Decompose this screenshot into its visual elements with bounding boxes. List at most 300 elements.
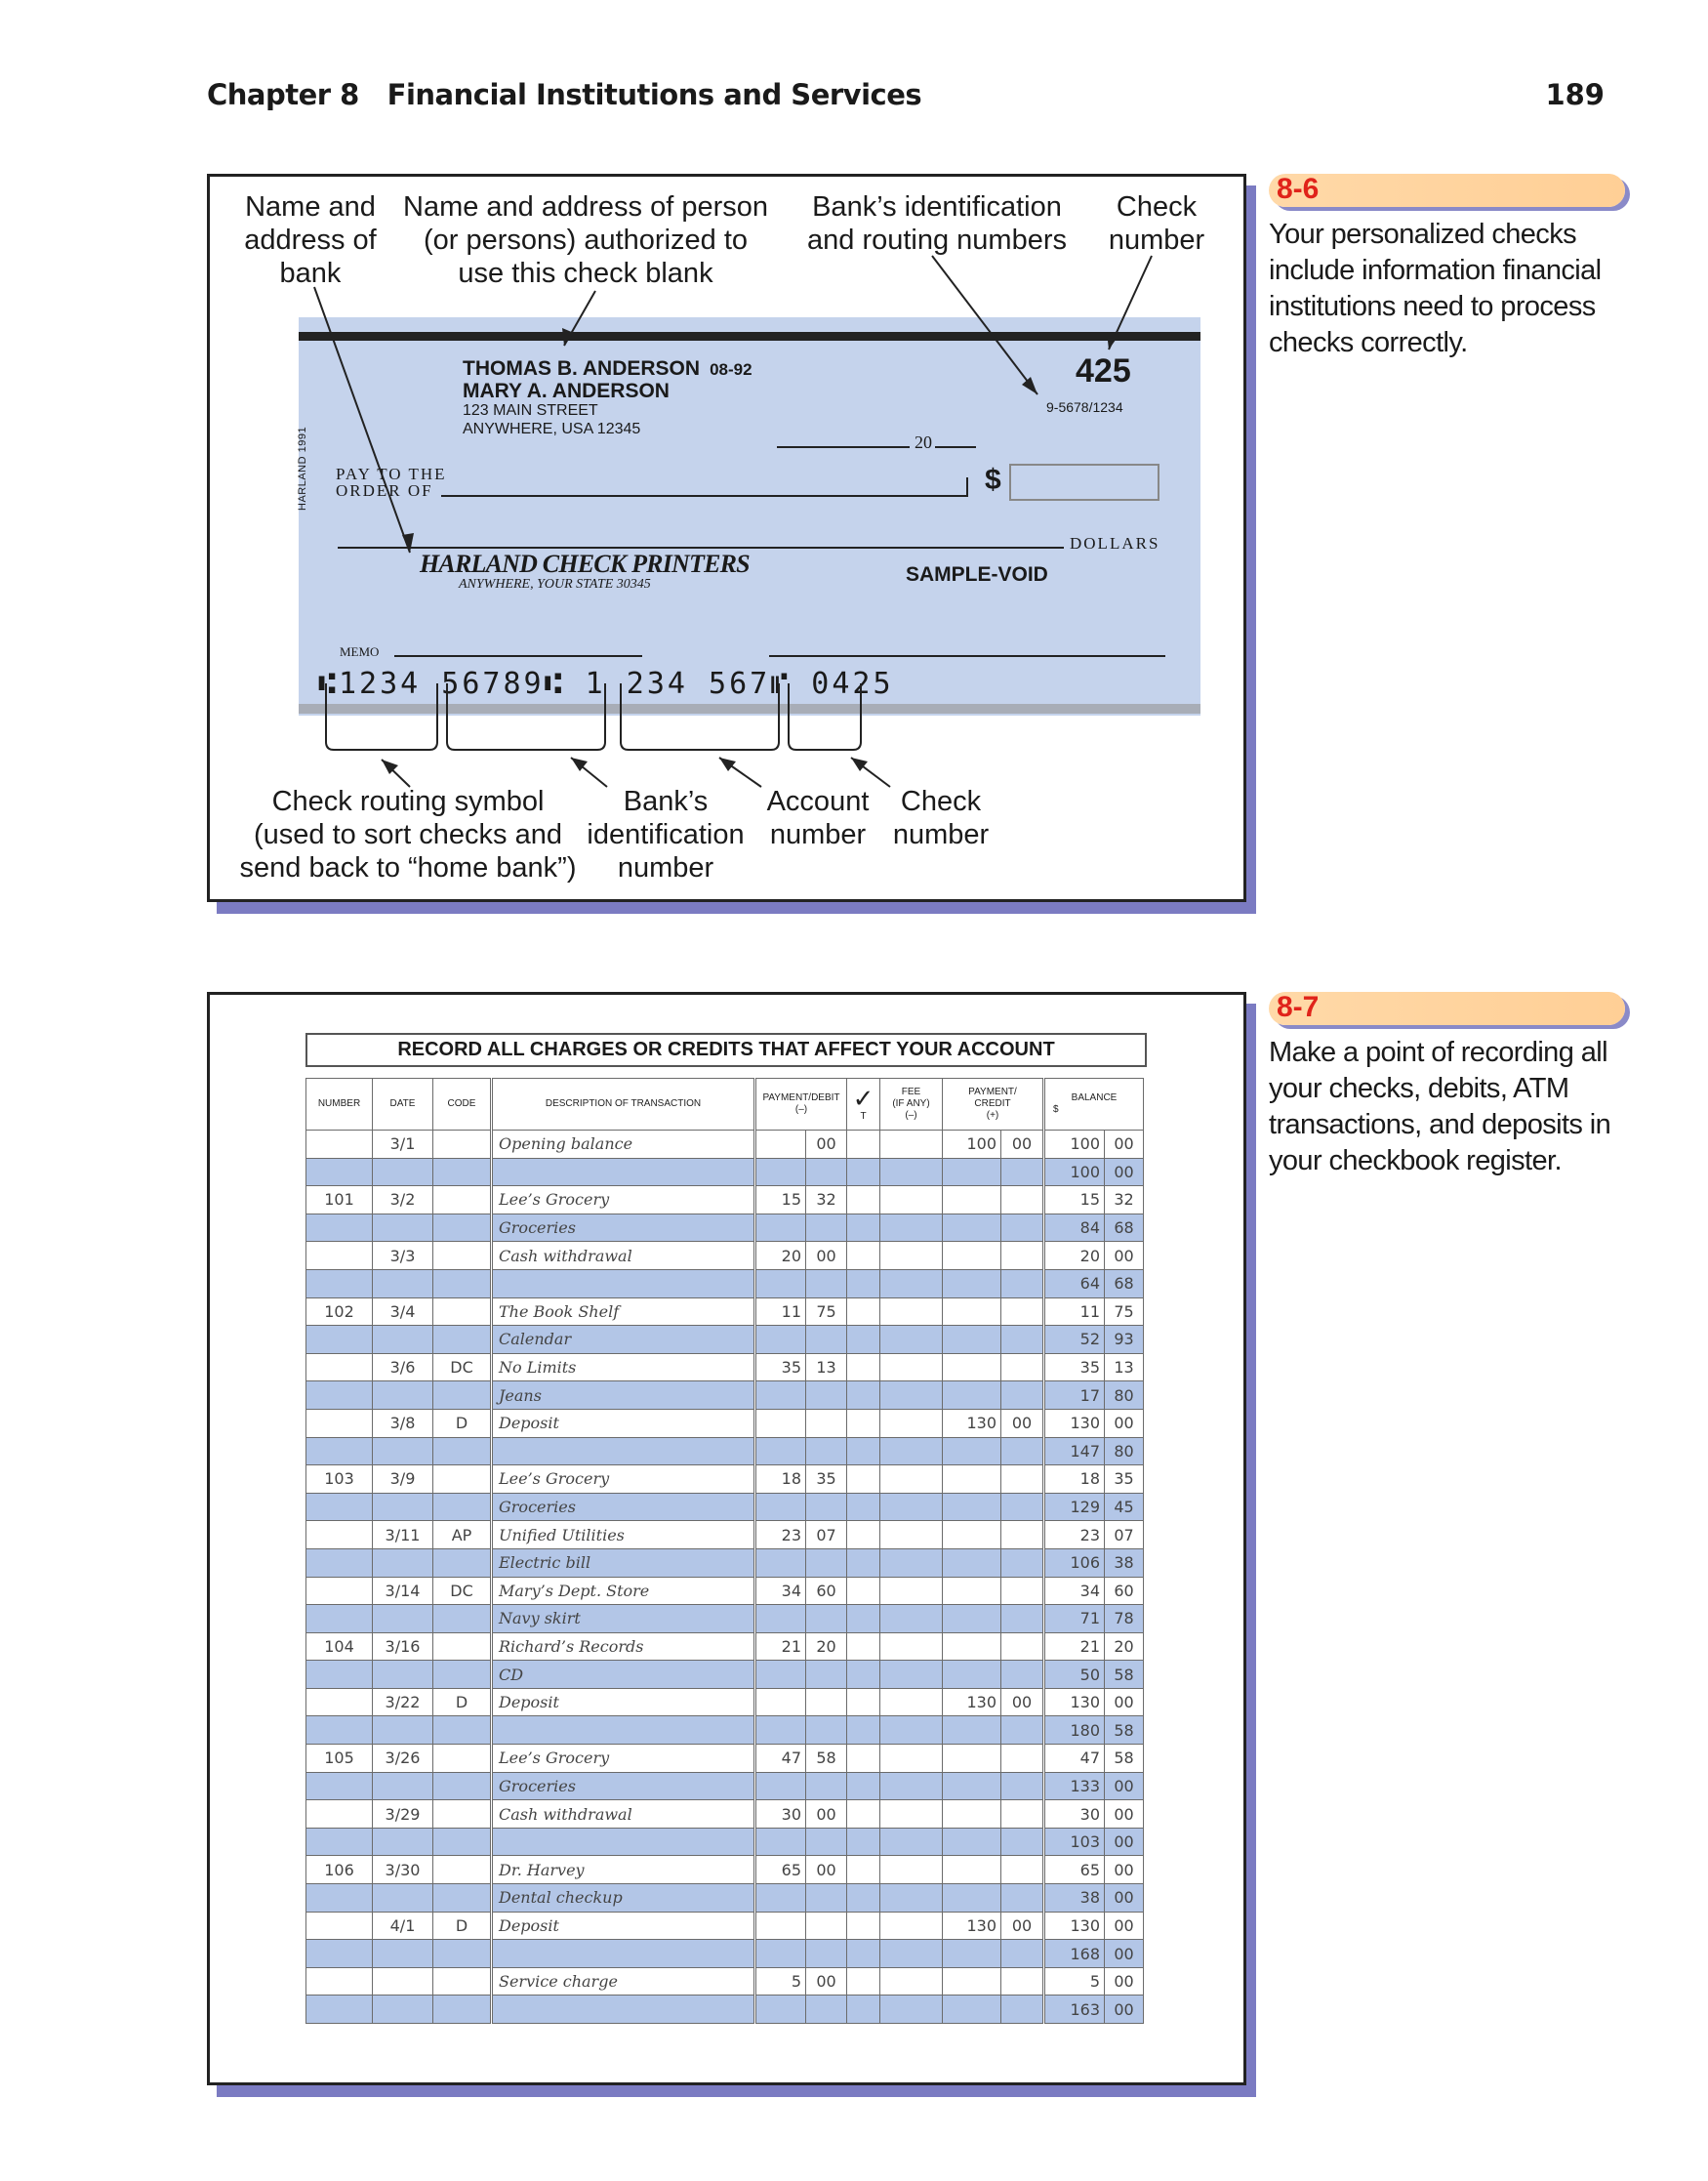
register-debit-dollars-cell: 18 bbox=[755, 1465, 806, 1494]
printer-name: HARLAND CHECK PRINTERS bbox=[420, 550, 750, 578]
register-fee-cell bbox=[880, 1158, 943, 1186]
register-balance-cents-cell: 00 bbox=[1105, 1131, 1144, 1159]
register-code-cell bbox=[433, 1465, 492, 1494]
register-code-cell bbox=[433, 1269, 492, 1297]
register-debit-dollars-cell bbox=[755, 1269, 806, 1297]
register-balance-dollars-cell: 20 bbox=[1044, 1242, 1105, 1270]
register-code-cell: DC bbox=[433, 1577, 492, 1605]
register-fee-cell bbox=[880, 1269, 943, 1297]
register-debit-cents-cell: 00 bbox=[806, 1967, 847, 1996]
register-check-cell bbox=[847, 1381, 880, 1410]
register-credit-cents-cell bbox=[1001, 1242, 1044, 1270]
register-code-cell bbox=[433, 1493, 492, 1521]
bracket-routing-symbol bbox=[326, 683, 437, 750]
register-check-cell bbox=[847, 1131, 880, 1159]
register-credit-dollars-cell bbox=[943, 1605, 1001, 1633]
register-credit-dollars-cell: 130 bbox=[943, 1912, 1001, 1940]
register-debit-cents-cell bbox=[806, 1381, 847, 1410]
register-check-cell bbox=[847, 1996, 880, 2024]
register-description-cell bbox=[492, 1269, 755, 1297]
register-debit-dollars-cell bbox=[755, 1716, 806, 1745]
register-debit-dollars-cell bbox=[755, 1912, 806, 1940]
register-code-cell bbox=[433, 1381, 492, 1410]
register-fee-cell bbox=[880, 1465, 943, 1494]
register-balance-dollars-cell: 35 bbox=[1044, 1353, 1105, 1381]
table-row bbox=[306, 1437, 1144, 1465]
register-date-cell: 3/16 bbox=[373, 1632, 433, 1661]
register-date-cell: 3/4 bbox=[373, 1297, 433, 1326]
register-balance-cents-cell: 32 bbox=[1105, 1186, 1144, 1214]
register-check-cell bbox=[847, 1745, 880, 1773]
register-date-cell: 3/8 bbox=[373, 1409, 433, 1437]
register-credit-cents-cell: 00 bbox=[1001, 1688, 1044, 1716]
col-payment-credit bbox=[943, 1079, 1044, 1131]
pay-to-line-1: PAY TO THE bbox=[336, 465, 447, 483]
register-balance-cents-cell: 00 bbox=[1105, 1967, 1144, 1996]
register-fee-cell bbox=[880, 1688, 943, 1716]
register-description-cell bbox=[492, 1940, 755, 1968]
register-date-cell: 3/22 bbox=[373, 1688, 433, 1716]
register-balance-dollars-cell: 103 bbox=[1044, 1828, 1105, 1856]
register-balance-cents-cell: 45 bbox=[1105, 1493, 1144, 1521]
bracket-account bbox=[621, 683, 779, 750]
register-check-cell bbox=[847, 1548, 880, 1577]
register-date-cell bbox=[373, 1772, 433, 1800]
register-debit-dollars-cell: 65 bbox=[755, 1856, 806, 1884]
register-credit-cents-cell: 00 bbox=[1001, 1131, 1044, 1159]
register-number-cell bbox=[306, 1967, 373, 1996]
table-row bbox=[306, 1800, 1144, 1829]
register-description-cell: Cash withdrawal bbox=[492, 1800, 755, 1829]
register-number-cell bbox=[306, 1548, 373, 1577]
register-number-cell bbox=[306, 1381, 373, 1410]
register-debit-dollars-cell bbox=[755, 1940, 806, 1968]
register-credit-dollars-cell bbox=[943, 1269, 1001, 1297]
register-number-cell bbox=[306, 1214, 373, 1242]
register-balance-cents-cell: 78 bbox=[1105, 1605, 1144, 1633]
register-balance-dollars-cell: 147 bbox=[1044, 1437, 1105, 1465]
register-date-cell bbox=[373, 1437, 433, 1465]
register-debit-cents-cell bbox=[806, 1772, 847, 1800]
register-fee-cell bbox=[880, 1381, 943, 1410]
register-fee-cell bbox=[880, 1632, 943, 1661]
register-balance-cents-cell: 60 bbox=[1105, 1577, 1144, 1605]
register-number-cell bbox=[306, 1912, 373, 1940]
register-number-cell: 101 bbox=[306, 1186, 373, 1214]
register-fee-cell bbox=[880, 1828, 943, 1856]
register-description-cell: Deposit bbox=[492, 1688, 755, 1716]
label-bank-name: Name and address of bank bbox=[244, 191, 377, 289]
register-check-cell bbox=[847, 1940, 880, 1968]
register-balance-cents-cell: 58 bbox=[1105, 1745, 1144, 1773]
register-balance-cents-cell: 00 bbox=[1105, 1996, 1144, 2024]
register-date-cell: 3/29 bbox=[373, 1800, 433, 1829]
register-check-cell bbox=[847, 1437, 880, 1465]
register-credit-cents-cell bbox=[1001, 1353, 1044, 1381]
register-balance-dollars-cell: 163 bbox=[1044, 1996, 1105, 2024]
register-fee-cell bbox=[880, 1186, 943, 1214]
register-fee-cell bbox=[880, 1577, 943, 1605]
register-code-cell bbox=[433, 1214, 492, 1242]
register-credit-dollars-cell bbox=[943, 1548, 1001, 1577]
register-credit-dollars-cell bbox=[943, 1186, 1001, 1214]
register-fee-cell bbox=[880, 1912, 943, 1940]
col-payment-debit bbox=[755, 1079, 847, 1131]
note-8-6 bbox=[1269, 174, 1625, 361]
register-description-cell: Lee’s Grocery bbox=[492, 1465, 755, 1494]
register-debit-cents-cell bbox=[806, 1605, 847, 1633]
register-description-cell: Cash withdrawal bbox=[492, 1242, 755, 1270]
register-check-cell bbox=[847, 1409, 880, 1437]
col-date: DATE bbox=[373, 1079, 433, 1131]
register-debit-cents-cell: 00 bbox=[806, 1242, 847, 1270]
register-description-cell: Lee’s Grocery bbox=[492, 1745, 755, 1773]
register-number-cell bbox=[306, 1605, 373, 1633]
register-fee-cell bbox=[880, 1297, 943, 1326]
register-number-cell bbox=[306, 1409, 373, 1437]
register-balance-cents-cell: 00 bbox=[1105, 1242, 1144, 1270]
register-debit-dollars-cell bbox=[755, 1326, 806, 1354]
register-description-cell: Calendar bbox=[492, 1326, 755, 1354]
register-debit-cents-cell: 00 bbox=[806, 1856, 847, 1884]
register-fee-cell bbox=[880, 1409, 943, 1437]
table-row bbox=[306, 1242, 1144, 1270]
register-fee-cell bbox=[880, 1605, 943, 1633]
register-balance-dollars-cell: 84 bbox=[1044, 1214, 1105, 1242]
register-credit-dollars-cell bbox=[943, 1940, 1001, 1968]
register-fee-cell bbox=[880, 1437, 943, 1465]
register-number-cell bbox=[306, 1772, 373, 1800]
register-description-cell: Dental checkup bbox=[492, 1884, 755, 1913]
register-date-cell bbox=[373, 1214, 433, 1242]
owner-name-2: MARY A. ANDERSON bbox=[463, 380, 670, 402]
register-check-cell bbox=[847, 1158, 880, 1186]
register-debit-dollars-cell bbox=[755, 1158, 806, 1186]
bracket-check-number bbox=[789, 683, 861, 750]
register-check-cell bbox=[847, 1214, 880, 1242]
note-8-6-text: Your personalized checks include information financial institutions need to process checks correctly. bbox=[1269, 219, 1602, 358]
memo-label: MEMO bbox=[340, 644, 380, 659]
label-account: Account number bbox=[766, 786, 870, 850]
register-date-cell: 3/6 bbox=[373, 1353, 433, 1381]
register-date-cell: 3/26 bbox=[373, 1745, 433, 1773]
table-row bbox=[306, 1940, 1144, 1968]
register-description-cell: Jeans bbox=[492, 1381, 755, 1410]
register-credit-dollars-cell bbox=[943, 1297, 1001, 1326]
register-debit-dollars-cell bbox=[755, 1605, 806, 1633]
label-routing-symbol: Check routing symbol (used to sort checks and send back to “home bank”) bbox=[239, 786, 577, 884]
register-title: RECORD ALL CHARGES OR CREDITS THAT AFFECT YOUR ACCOUNT bbox=[305, 1033, 1147, 1067]
register-debit-cents-cell bbox=[806, 1688, 847, 1716]
register-balance-cents-cell: 00 bbox=[1105, 1856, 1144, 1884]
register-code-cell bbox=[433, 1996, 492, 2024]
table-row bbox=[306, 1856, 1144, 1884]
col-credit-label-1: PAYMENT/ bbox=[968, 1087, 1017, 1097]
check-mark-icon: ✓ bbox=[852, 1084, 874, 1113]
register-balance-dollars-cell: 129 bbox=[1044, 1493, 1105, 1521]
register-debit-dollars-cell bbox=[755, 1661, 806, 1689]
register-number-cell: 105 bbox=[306, 1745, 373, 1773]
table-row bbox=[306, 1912, 1144, 1940]
register-fee-cell bbox=[880, 1353, 943, 1381]
register-balance-cents-cell: 80 bbox=[1105, 1437, 1144, 1465]
register-credit-cents-cell bbox=[1001, 1297, 1044, 1326]
register-balance-cents-cell: 00 bbox=[1105, 1800, 1144, 1829]
register-credit-dollars-cell bbox=[943, 1661, 1001, 1689]
register-credit-cents-cell bbox=[1001, 1996, 1044, 2024]
register-balance-dollars-cell: 64 bbox=[1044, 1269, 1105, 1297]
register-code-cell: DC bbox=[433, 1353, 492, 1381]
register-code-cell bbox=[433, 1856, 492, 1884]
register-check-cell bbox=[847, 1716, 880, 1745]
arrowhead-account bbox=[719, 758, 736, 771]
micr-line: ⑆1234 56789⑆ 1 234 567⑈ 0425 bbox=[318, 667, 894, 701]
register-credit-cents-cell bbox=[1001, 1828, 1044, 1856]
register-balance-dollars-cell: 100 bbox=[1044, 1158, 1105, 1186]
register-date-cell bbox=[373, 1996, 433, 2024]
register-credit-cents-cell bbox=[1001, 1214, 1044, 1242]
register-balance-cents-cell: 00 bbox=[1105, 1158, 1144, 1186]
register-balance-cents-cell: 00 bbox=[1105, 1688, 1144, 1716]
register-code-cell: D bbox=[433, 1409, 492, 1437]
harland-side-text: HARLAND 1991 bbox=[297, 426, 308, 511]
register-fee-cell bbox=[880, 1214, 943, 1242]
register-description-cell: Deposit bbox=[492, 1912, 755, 1940]
register-debit-cents-cell bbox=[806, 1493, 847, 1521]
register-description-cell bbox=[492, 1158, 755, 1186]
register-code-cell bbox=[433, 1131, 492, 1159]
register-debit-dollars-cell bbox=[755, 1548, 806, 1577]
register-credit-cents-cell bbox=[1001, 1716, 1044, 1745]
register-date-cell bbox=[373, 1269, 433, 1297]
register-date-cell bbox=[373, 1158, 433, 1186]
note-8-7-tab bbox=[1269, 992, 1625, 1025]
register-credit-dollars-cell bbox=[943, 1521, 1001, 1549]
register-debit-cents-cell: 35 bbox=[806, 1465, 847, 1494]
register-check-cell bbox=[847, 1242, 880, 1270]
register-description-cell: Dr. Harvey bbox=[492, 1856, 755, 1884]
register-balance-dollars-cell: 130 bbox=[1044, 1912, 1105, 1940]
check-number: 425 bbox=[1076, 352, 1131, 390]
register-number-cell bbox=[306, 1131, 373, 1159]
register-code-cell bbox=[433, 1716, 492, 1745]
register-debit-dollars-cell bbox=[755, 1493, 806, 1521]
col-credit-sign: (+) bbox=[986, 1110, 999, 1121]
register-check-cell bbox=[847, 1493, 880, 1521]
register-check-cell bbox=[847, 1772, 880, 1800]
register-date-cell bbox=[373, 1716, 433, 1745]
table-row bbox=[306, 1214, 1144, 1242]
col-number: NUMBER bbox=[306, 1079, 373, 1131]
register-balance-cents-cell: 00 bbox=[1105, 1409, 1144, 1437]
label-person: Name and address of person (or persons) authorized to use this check blank bbox=[403, 191, 768, 289]
table-row bbox=[306, 1521, 1144, 1549]
register-fee-cell bbox=[880, 1326, 943, 1354]
register-code-cell bbox=[433, 1632, 492, 1661]
register-debit-cents-cell bbox=[806, 1661, 847, 1689]
table-row bbox=[306, 1493, 1144, 1521]
table-row bbox=[306, 1884, 1144, 1913]
table-row bbox=[306, 1269, 1144, 1297]
register-check-cell bbox=[847, 1828, 880, 1856]
bracket-bank-id bbox=[447, 683, 605, 750]
register-credit-cents-cell bbox=[1001, 1800, 1044, 1829]
register-number-cell: 102 bbox=[306, 1297, 373, 1326]
register-balance-cents-cell: 20 bbox=[1105, 1632, 1144, 1661]
register-balance-cents-cell: 93 bbox=[1105, 1326, 1144, 1354]
register-credit-cents-cell bbox=[1001, 1186, 1044, 1214]
register-balance-dollars-cell: 5 bbox=[1044, 1967, 1105, 1996]
register-credit-dollars-cell bbox=[943, 1967, 1001, 1996]
register-description-cell: Lee’s Grocery bbox=[492, 1186, 755, 1214]
register-date-cell: 3/1 bbox=[373, 1131, 433, 1159]
register-balance-dollars-cell: 65 bbox=[1044, 1856, 1105, 1884]
register-date-cell bbox=[373, 1326, 433, 1354]
register-credit-dollars-cell bbox=[943, 1353, 1001, 1381]
register-description-cell: Mary’s Dept. Store bbox=[492, 1577, 755, 1605]
register-credit-dollars-cell bbox=[943, 1632, 1001, 1661]
register-debit-dollars-cell: 5 bbox=[755, 1967, 806, 1996]
register-check-cell bbox=[847, 1269, 880, 1297]
register-description-cell bbox=[492, 1996, 755, 2024]
register-debit-dollars-cell: 35 bbox=[755, 1353, 806, 1381]
register-code-cell bbox=[433, 1828, 492, 1856]
register-debit-cents-cell bbox=[806, 1884, 847, 1913]
register-balance-dollars-cell: 130 bbox=[1044, 1688, 1105, 1716]
register-check-cell bbox=[847, 1912, 880, 1940]
date-label: 20 bbox=[915, 432, 932, 452]
register-debit-cents-cell: 00 bbox=[806, 1131, 847, 1159]
register-fee-cell bbox=[880, 1131, 943, 1159]
register-code-cell bbox=[433, 1326, 492, 1354]
register-credit-cents-cell bbox=[1001, 1326, 1044, 1354]
register-credit-cents-cell bbox=[1001, 1465, 1044, 1494]
register-credit-dollars-cell bbox=[943, 1828, 1001, 1856]
register-balance-cents-cell: 13 bbox=[1105, 1353, 1144, 1381]
register-date-cell bbox=[373, 1828, 433, 1856]
register-debit-cents-cell bbox=[806, 1548, 847, 1577]
table-row bbox=[306, 1548, 1144, 1577]
register-date-cell bbox=[373, 1493, 433, 1521]
register-debit-dollars-cell: 34 bbox=[755, 1577, 806, 1605]
register-credit-dollars-cell bbox=[943, 1437, 1001, 1465]
col-payment-debit-label: PAYMENT/DEBIT bbox=[762, 1092, 840, 1103]
register-number-cell bbox=[306, 1940, 373, 1968]
leader-bank-name bbox=[314, 287, 410, 553]
register-debit-cents-cell: 32 bbox=[806, 1186, 847, 1214]
register-credit-dollars-cell bbox=[943, 1381, 1001, 1410]
register-number-cell bbox=[306, 1884, 373, 1913]
table-row bbox=[306, 1465, 1144, 1494]
col-balance bbox=[1044, 1079, 1144, 1131]
register-fee-cell bbox=[880, 1716, 943, 1745]
register-date-cell bbox=[373, 1605, 433, 1633]
register-date-cell bbox=[373, 1661, 433, 1689]
register-balance-dollars-cell: 38 bbox=[1044, 1884, 1105, 1913]
register-balance-cents-cell: 68 bbox=[1105, 1214, 1144, 1242]
register-credit-dollars-cell: 130 bbox=[943, 1688, 1001, 1716]
register-fee-cell bbox=[880, 1521, 943, 1549]
register-check-cell bbox=[847, 1884, 880, 1913]
register-check-cell bbox=[847, 1353, 880, 1381]
register-number-cell: 106 bbox=[306, 1856, 373, 1884]
register-balance-dollars-cell: 34 bbox=[1044, 1577, 1105, 1605]
register-credit-dollars-cell bbox=[943, 1856, 1001, 1884]
register-number-cell bbox=[306, 1158, 373, 1186]
register-debit-cents-cell: 20 bbox=[806, 1632, 847, 1661]
register-description-cell: CD bbox=[492, 1661, 755, 1689]
address-line-1: 123 MAIN STREET bbox=[463, 402, 598, 419]
owner-code: 08-92 bbox=[710, 360, 752, 379]
register-date-cell bbox=[373, 1381, 433, 1410]
register-balance-dollars-cell: 168 bbox=[1044, 1940, 1105, 1968]
col-fee-sign: (–) bbox=[905, 1110, 917, 1121]
register-debit-dollars-cell: 21 bbox=[755, 1632, 806, 1661]
sample-void-label: SAMPLE-VOID bbox=[906, 563, 1048, 586]
register-balance-dollars-cell: 21 bbox=[1044, 1632, 1105, 1661]
register-description-cell: Groceries bbox=[492, 1772, 755, 1800]
register-code-cell bbox=[433, 1437, 492, 1465]
register-balance-cents-cell: 38 bbox=[1105, 1548, 1144, 1577]
register-balance-dollars-cell: 18 bbox=[1044, 1465, 1105, 1494]
register-debit-cents-cell: 07 bbox=[806, 1521, 847, 1549]
register-credit-dollars-cell bbox=[943, 1800, 1001, 1829]
register-date-cell: 3/11 bbox=[373, 1521, 433, 1549]
register-code-cell bbox=[433, 1940, 492, 1968]
register-description-cell: The Book Shelf bbox=[492, 1297, 755, 1326]
checkbook-register bbox=[305, 1078, 1144, 2024]
register-debit-cents-cell: 60 bbox=[806, 1577, 847, 1605]
register-code-cell bbox=[433, 1772, 492, 1800]
register-credit-dollars-cell bbox=[943, 1158, 1001, 1186]
routing-fraction: 9-5678/1234 bbox=[1046, 399, 1123, 415]
register-check-cell bbox=[847, 1465, 880, 1494]
note-8-7-number: 8-7 bbox=[1277, 991, 1320, 1023]
register-code-cell bbox=[433, 1745, 492, 1773]
register-credit-cents-cell bbox=[1001, 1493, 1044, 1521]
register-debit-cents-cell bbox=[806, 1437, 847, 1465]
register-credit-cents-cell bbox=[1001, 1856, 1044, 1884]
register-balance-cents-cell: 58 bbox=[1105, 1716, 1144, 1745]
table-row bbox=[306, 1131, 1144, 1159]
register-debit-cents-cell bbox=[806, 1912, 847, 1940]
table-row bbox=[306, 1967, 1144, 1996]
table-row bbox=[306, 1661, 1144, 1689]
register-fee-cell bbox=[880, 1745, 943, 1773]
register-check-cell bbox=[847, 1186, 880, 1214]
register-balance-cents-cell: 68 bbox=[1105, 1269, 1144, 1297]
register-credit-cents-cell bbox=[1001, 1437, 1044, 1465]
register-debit-dollars-cell: 30 bbox=[755, 1800, 806, 1829]
table-row bbox=[306, 1745, 1144, 1773]
col-fee-sub: (IF ANY) bbox=[892, 1098, 930, 1109]
register-code-cell bbox=[433, 1661, 492, 1689]
register-fee-cell bbox=[880, 1242, 943, 1270]
register-check-cell bbox=[847, 1800, 880, 1829]
register-debit-dollars-cell bbox=[755, 1131, 806, 1159]
register-credit-cents-cell bbox=[1001, 1661, 1044, 1689]
register-credit-cents-cell: 00 bbox=[1001, 1912, 1044, 1940]
register-code-cell bbox=[433, 1242, 492, 1270]
register-check-cell bbox=[847, 1661, 880, 1689]
register-credit-dollars-cell bbox=[943, 1996, 1001, 2024]
table-row bbox=[306, 1381, 1144, 1410]
register-description-cell: Opening balance bbox=[492, 1131, 755, 1159]
col-description: DESCRIPTION OF TRANSACTION bbox=[492, 1079, 755, 1131]
register-balance-cents-cell: 00 bbox=[1105, 1828, 1144, 1856]
register-debit-dollars-cell bbox=[755, 1688, 806, 1716]
register-code-cell: AP bbox=[433, 1521, 492, 1549]
